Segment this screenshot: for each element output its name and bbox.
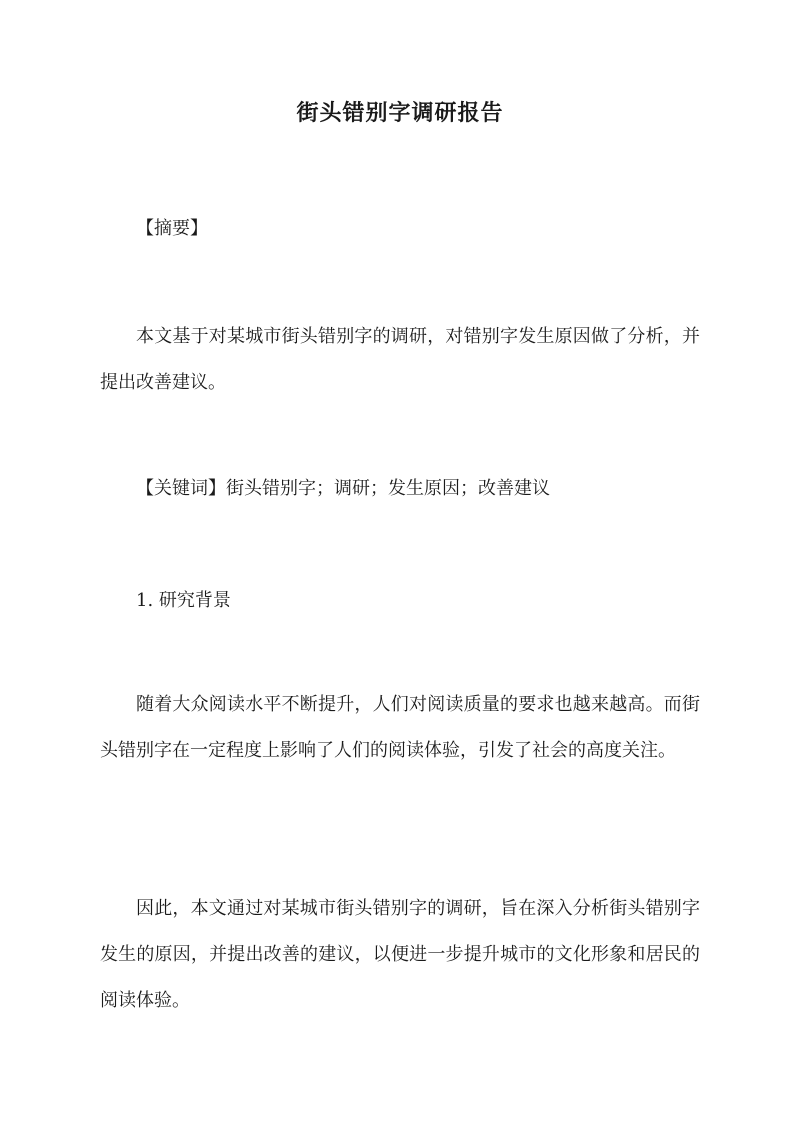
abstract-heading: 【摘要】 <box>136 218 208 239</box>
keywords-line <box>100 466 700 512</box>
body-paragraph: 因此，本文通过对某城市街头错别字的调研，旨在深入分析街头错别字发生的原因，并提出改善的建议，以便进一步提升城市的文化形象和居民的阅读体验。 <box>100 898 700 1011</box>
abstract-body: 本文基于对某城市街头错别字的调研，对错别字发生原因做了分析，并提出改善建议。 <box>100 326 700 393</box>
section-heading: 1. 研究背景 <box>136 590 231 611</box>
document-title: 街头错别字调研报告 <box>296 100 504 126</box>
keywords-label: 【关键词】 <box>136 478 226 499</box>
keywords-text: 街头错别字；调研；发生原因；改善建议 <box>226 478 550 499</box>
body-paragraph: 随着大众阅读水平不断提升，人们对阅读质量的要求也越来越高。而街头错别字在一定程度上影响了人们的阅读体验，引发了社会的高度关注。 <box>100 694 700 761</box>
